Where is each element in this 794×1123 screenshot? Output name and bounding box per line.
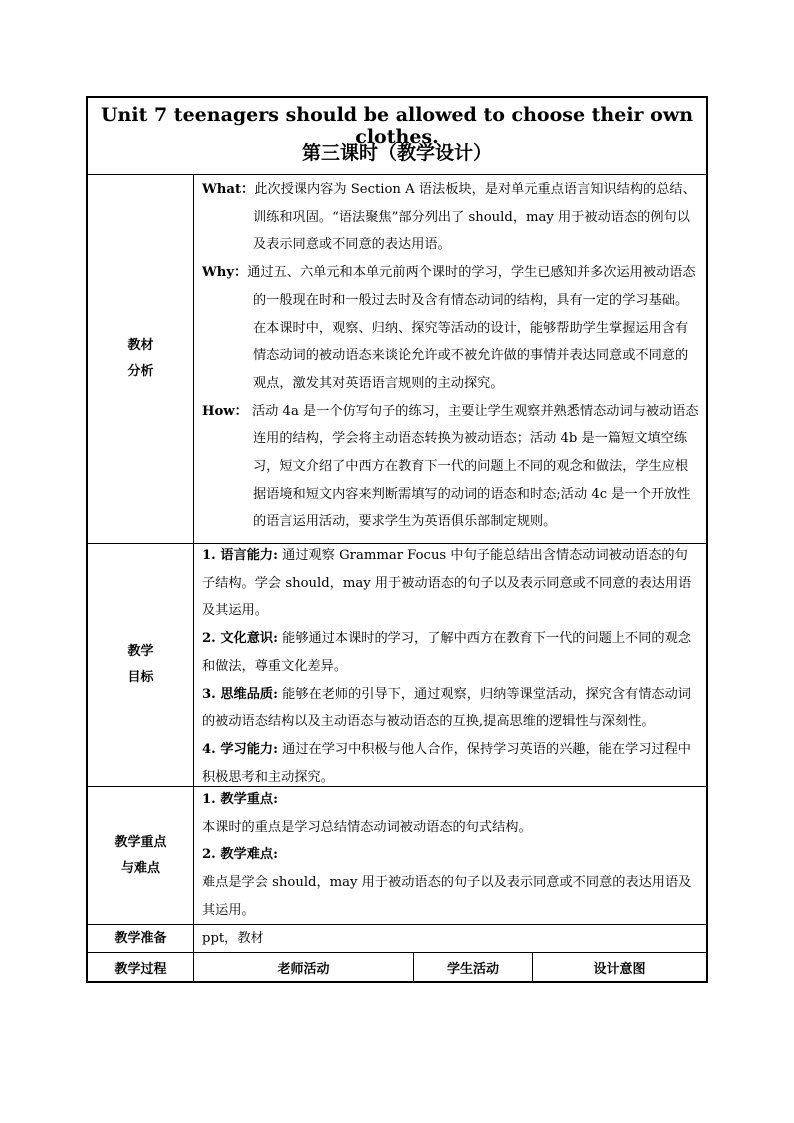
title-line-2: 第三课时（教学设计）	[301, 142, 492, 164]
keypoint-label: 1. 教学重点:	[202, 792, 278, 807]
analysis-row	[88, 174, 706, 544]
goal-thinking-label: 3. 思维品质:	[202, 686, 278, 702]
goal-language-label: 1. 语言能力:	[202, 548, 278, 563]
how-text: 活动 4a 是一个仿写句子的练习，主要让学生观察并熟悉情态动词与被动语态连用的结构，学会将主动语态转换为被动语态；活动 4b 是一篇短文填空练习，短文介绍了中西方在教育下一代的问题上不同的观念和做法，学生应根据语境和短文内容来判断需填写的动词的语态和时态;活动 4c 是一个开放性的语言运用活动，要求学生为英语俱乐部制定规则。	[247, 403, 699, 530]
prep-content	[202, 925, 700, 952]
what-paragraph	[202, 176, 700, 259]
goals-label-cell	[88, 544, 194, 786]
analysis-label-1: 教材	[127, 337, 154, 353]
lesson-plan-table	[86, 96, 708, 983]
difficulty-label: 2. 教学难点:	[202, 847, 278, 863]
analysis-label-cell	[88, 174, 194, 543]
goal-learning-text: 通过在学习中积极与他人合作，保持学习英语的兴趣，能在学习过程中积极思考和主动探究。	[202, 741, 691, 785]
prep-row	[88, 925, 706, 953]
difficulty-text: 难点是学会 should，may 用于被动语态的句子以及表示同意或不同意的表达用语及其运用。	[202, 875, 692, 918]
goals-label-2: 目标	[127, 670, 154, 685]
goal-language	[202, 542, 700, 625]
how-paragraph	[202, 398, 700, 537]
goal-culture	[202, 625, 700, 680]
process-teacher-col: 老师活动	[194, 953, 414, 981]
title-row	[88, 98, 706, 175]
prep-text: ppt，教材	[202, 931, 264, 946]
keypoints-label-2: 与难点	[120, 860, 160, 876]
keypoints-label-1: 教学重点	[114, 834, 167, 850]
goal-culture-label: 2. 文化意识:	[202, 631, 278, 647]
why-text: 通过五、六单元和本单元前两个课时的学习，学生已感知并多次运用被动语态的一般现在时和一般过去时及含有情态动词的结构，具有一定的学习基础。在本课时中，观察、归纳、探究等活动的设计，能够帮助学生掌握运用含有情态动词的被动语态来谈论允许或不被允许做的事情并表达同意或不同意的观点，激发其对英语语言规则的主动探究。	[247, 265, 696, 391]
goal-language-text: 通过观察 Grammar Focus 中句子能总结出含情态动词被动语态的句子结构。学会 should，may 用于被动语态的句子以及表示同意或不同意的表达用语及其运用。	[202, 548, 692, 619]
goal-learning	[202, 736, 700, 791]
keypoints-row	[88, 787, 706, 925]
prep-label: 教学准备	[114, 930, 167, 946]
goal-culture-text: 能够通过本课时的学习，了解中西方在教育下一代的问题上不同的观念和做法，尊重文化差异。	[202, 631, 691, 674]
why-label: Why：	[202, 265, 248, 281]
title-line-1: Unit 7 teenagers should be allowed to choose their own clothes.	[100, 104, 694, 148]
keypoints-content	[202, 786, 700, 924]
analysis-label-2: 分析	[127, 363, 154, 379]
goal-learning-label: 4. 学习能力:	[202, 741, 278, 757]
process-row	[88, 953, 706, 981]
goals-row	[88, 544, 706, 787]
why-paragraph	[202, 259, 700, 398]
process-student-col: 学生活动	[414, 953, 533, 981]
what-label: What：	[202, 182, 255, 197]
analysis-content	[202, 176, 700, 543]
process-intent-col: 设计意图	[593, 961, 646, 977]
goal-thinking-text: 能够在老师的引导下，通过观察，归纳等课堂活动，探究含有情态动词的被动语态结构以及主动语态与被动语态的互换,提高思维的逻辑性与深刻性。	[202, 686, 691, 730]
prep-label-cell	[88, 925, 194, 952]
goals-label-1: 教学	[127, 644, 154, 659]
process-label: 教学过程	[88, 953, 194, 981]
how-label: How：	[202, 403, 248, 419]
goals-content	[202, 542, 700, 786]
goal-thinking	[202, 681, 700, 736]
what-text: 此次授课内容为 Section A 语法板块，是对单元重点语言知识结构的总结、训练和巩固。“语法聚焦”部分列出了 should，may 用于被动语态的例句以及表示同意或不同意的表达用语。	[253, 182, 696, 253]
keypoint-text: 本课时的重点是学习总结情态动词被动语态的句式结构。	[202, 819, 532, 835]
keypoints-label-cell	[88, 787, 194, 924]
